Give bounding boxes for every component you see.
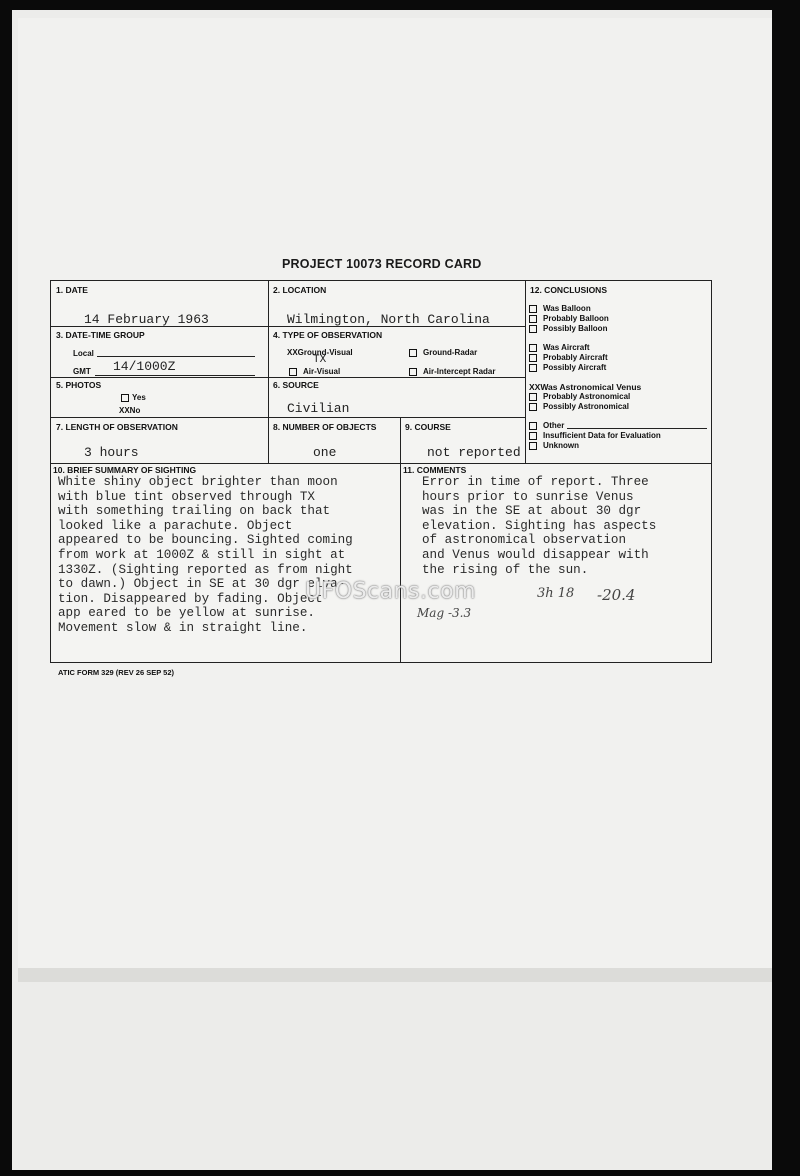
checkbox-icon: [121, 394, 129, 402]
conclusion-item-selected: [529, 382, 641, 392]
divider: [525, 281, 526, 463]
scan-fold-band: [18, 968, 772, 982]
form-footer: ATIC FORM 329 (REV 26 SEP 52): [58, 668, 175, 677]
air-intercept-label: Air-Intercept Radar: [423, 367, 496, 376]
conclusion-label: Probably Aircraft: [543, 353, 608, 362]
dtg-label: 3. DATE-TIME GROUP: [56, 330, 145, 340]
card-title: PROJECT 10073 RECORD CARD: [282, 257, 482, 271]
divider: [51, 377, 525, 378]
checkbox-icon: [529, 315, 537, 323]
source-value: Civilian: [287, 401, 350, 416]
gmt-value: 14/1000Z: [113, 359, 176, 374]
checkbox-icon: [529, 354, 537, 362]
conclusion-label: Insufficient Data for Evaluation: [543, 431, 661, 440]
date-label: 1. DATE: [56, 285, 88, 295]
conclusion-label: Possibly Balloon: [543, 324, 608, 333]
photos-yes-option: [121, 393, 146, 402]
conclusions-label: 12. CONCLUSIONS: [530, 285, 607, 295]
checkbox-icon: [529, 364, 537, 372]
conclusion-item: [529, 324, 607, 334]
conclusion-item: [529, 304, 591, 314]
conclusion-label: XXWas Astronomical Venus: [529, 382, 642, 392]
divider: [268, 281, 269, 463]
checkbox-icon: [529, 442, 537, 450]
conclusion-label: Probably Balloon: [543, 314, 609, 323]
checkbox-icon: [529, 432, 537, 440]
other-line: [567, 428, 707, 429]
type-label: 4. TYPE OF OBSERVATION: [273, 330, 383, 340]
checkbox-icon: [529, 305, 537, 313]
record-card: [50, 280, 712, 663]
ground-radar-label: Ground-Radar: [423, 348, 478, 357]
location-value: Wilmington, North Carolina: [287, 312, 490, 327]
conclusion-item: [529, 363, 606, 373]
divider: [400, 417, 401, 663]
conclusion-label: Possibly Aircraft: [543, 363, 607, 372]
conclusion-label: Probably Astronomical: [543, 392, 631, 401]
ground-radar-option: [409, 348, 477, 357]
photos-no: XXNo: [119, 406, 141, 415]
source-label: 6. SOURCE: [273, 380, 319, 390]
scan-border: [772, 0, 800, 1176]
ground-visual: XXGround-Visual: [287, 348, 353, 357]
conclusion-label: Unknown: [543, 441, 579, 450]
length-label: 7. LENGTH OF OBSERVATION: [56, 422, 178, 432]
conclusion-label: Possibly Astronomical: [543, 402, 629, 411]
checkbox-icon: [409, 368, 417, 376]
objects-value: one: [313, 445, 337, 460]
course-value: not reported: [427, 445, 521, 460]
conclusion-item: [529, 353, 608, 363]
local-line: [97, 356, 255, 357]
length-value: 3 hours: [84, 445, 139, 460]
summary-text: White shiny object brighter than moon with blue tint observed through TX with something trailing on back that looked like a parachute. Object appeared to be bouncing. Sighted coming from work at 1000Z & still in sight at 1330Z. (Sighting reported as from night to dawn.) Object in SE at 30 dgr elva- tion. Disappeared by fading. Object app eared to be yellow at sunrise. Movement slow & in straight line.: [58, 475, 353, 635]
conclusion-item: [529, 421, 564, 431]
conclusion-label: Was Aircraft: [543, 343, 590, 352]
checkbox-icon: [529, 344, 537, 352]
divider: [51, 417, 525, 418]
photos-label: 5. PHOTOS: [56, 380, 102, 390]
conclusion-item: [529, 402, 629, 412]
gmt-line: [95, 375, 255, 376]
summary-label: 10. BRIEF SUMMARY OF SIGHTING: [53, 465, 197, 475]
divider: [51, 463, 712, 464]
conclusion-item: [529, 441, 579, 451]
conclusion-item: [529, 392, 630, 402]
conclusion-label: Other: [543, 421, 565, 430]
handwritten-note: 3h 18: [537, 586, 575, 601]
handwritten-note: Mag -3.3: [417, 606, 472, 620]
conclusion-item: [529, 314, 609, 324]
checkbox-icon: [529, 403, 537, 411]
air-visual-label: Air-Visual: [303, 367, 341, 376]
local-label: Local: [73, 349, 94, 358]
checkbox-icon: [529, 325, 537, 333]
comments-label: 11. COMMENTS: [403, 465, 467, 475]
air-intercept-option: [409, 367, 495, 376]
handwritten-note: -20.4: [597, 586, 636, 604]
conclusion-label: Was Balloon: [543, 304, 591, 313]
course-label: 9. COURSE: [405, 422, 451, 432]
air-visual-mark: TX: [313, 354, 327, 366]
checkbox-icon: [529, 393, 537, 401]
checkbox-icon: [289, 368, 297, 376]
conclusion-item: [529, 431, 661, 441]
comments-text: Error in time of report. Three hours prior to sunrise Venus was in the SE at about 30 dgr elevation. Sighting has aspects of astronomical observation and Venus would disappear with the rising of the sun.: [422, 475, 657, 577]
checkbox-icon: [409, 349, 417, 357]
gmt-label: GMT: [73, 367, 91, 376]
checkbox-icon: [529, 422, 537, 430]
location-label: 2. LOCATION: [273, 285, 327, 295]
objects-label: 8. NUMBER OF OBJECTS: [273, 422, 377, 432]
date-value: 14 February 1963: [84, 312, 209, 327]
photos-yes-label: Yes: [132, 393, 146, 402]
conclusion-item: [529, 343, 590, 353]
watermark: UFOScans.com: [305, 579, 476, 604]
air-visual-option: [289, 367, 340, 376]
